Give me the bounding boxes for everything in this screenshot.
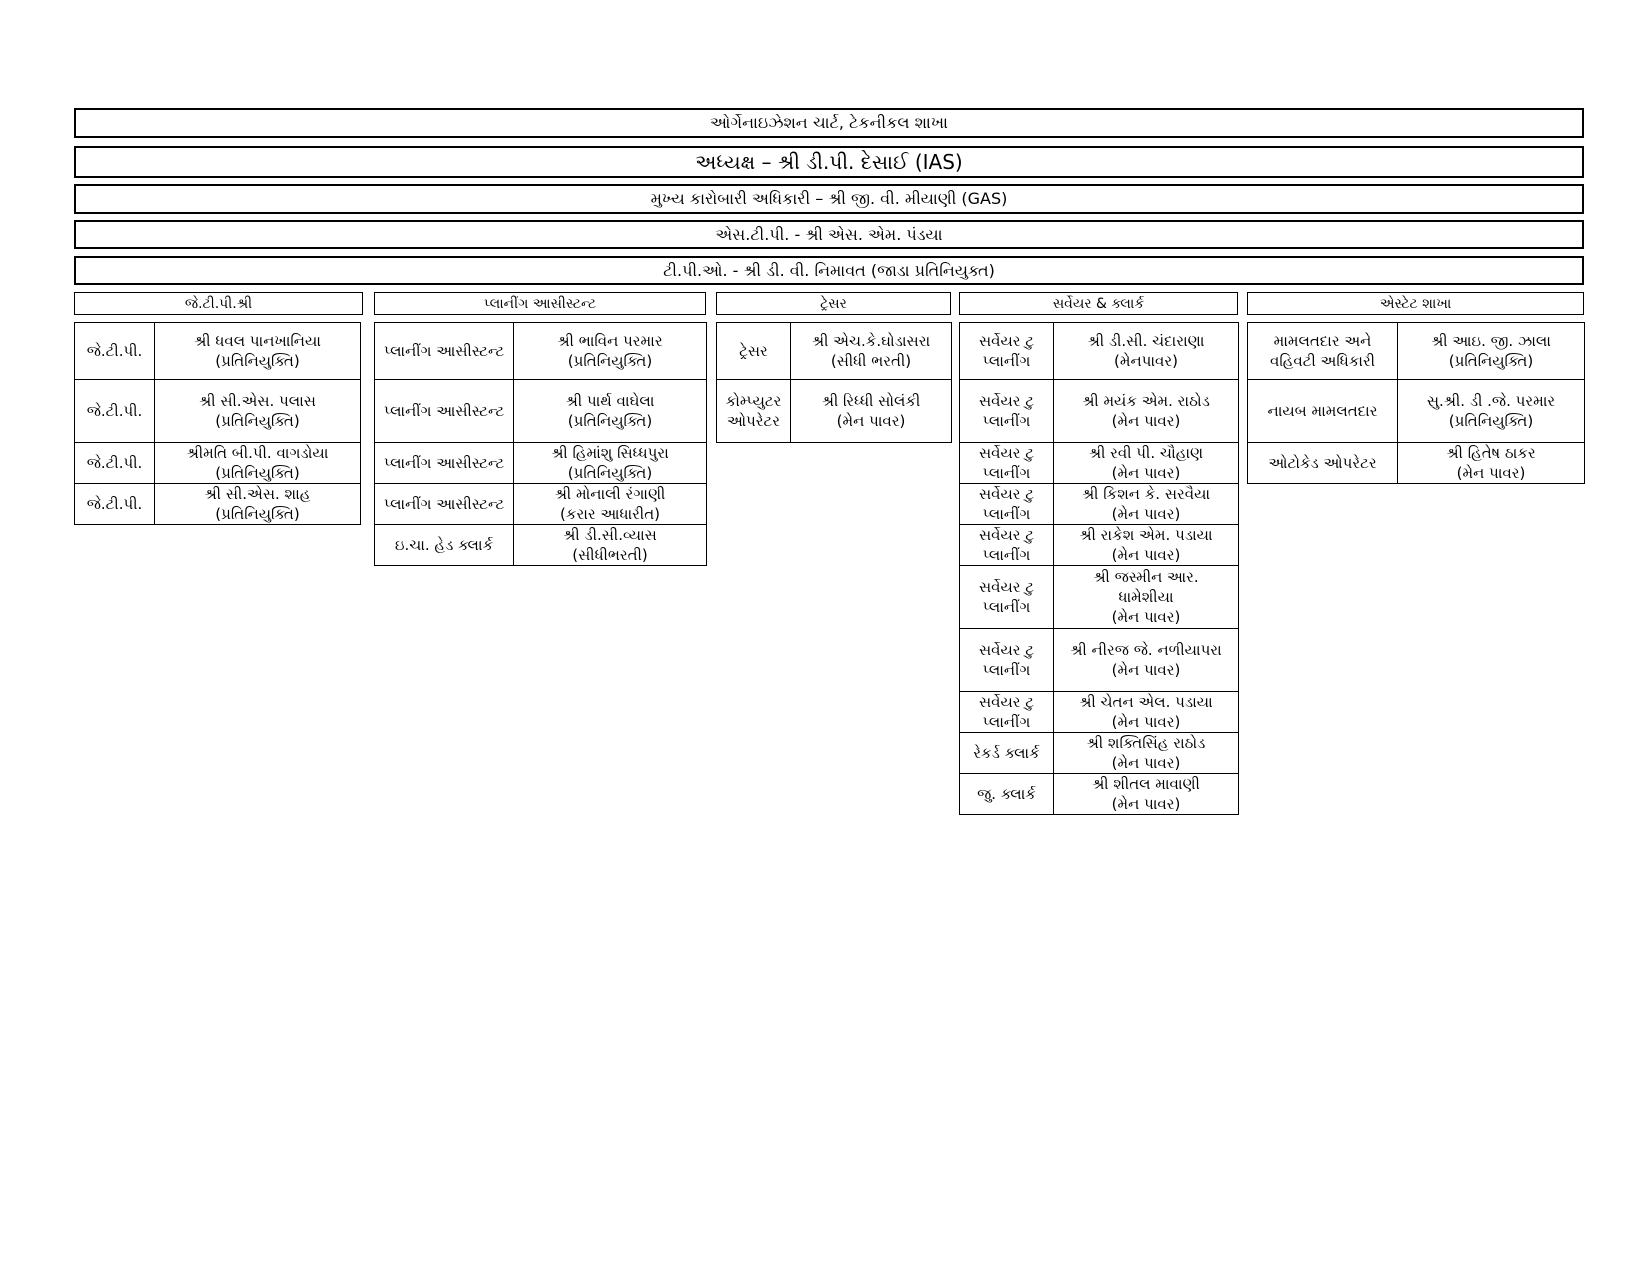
section-title-planning-assistant: પ્લાનીંગ આસીસ્ટન્ટ	[374, 292, 706, 315]
chairman-header: અધ્યક્ષ – શ્રી ડી.પી. દેસાઈ (IAS)	[74, 146, 1584, 178]
table-row	[75, 484, 361, 525]
stp-header: એસ.ટી.પી. - શ્રી એસ. એમ. પંડયા	[74, 220, 1584, 249]
org-chart-title: ઓર્ગેનાઇઝેશન ચાર્ટ, ટેકનીકલ શાખા	[74, 108, 1584, 138]
person-cell	[514, 443, 707, 484]
person-line: (પ્રતિનિયુક્તિ)	[567, 412, 653, 430]
role-line: સર્વેયર ટુ	[978, 578, 1035, 596]
person-line: શ્રી રવી પી. ચૌહાણ	[1088, 444, 1204, 462]
person-line: શ્રી સી.એસ. શાહ	[204, 485, 311, 503]
role-line: સર્વેયર ટુ	[978, 526, 1035, 544]
person-cell	[1054, 443, 1239, 484]
table-row	[960, 629, 1239, 692]
role-line: સર્વેયર ટુ	[978, 392, 1035, 410]
person-line: (મેન પાવર)	[1111, 754, 1181, 772]
person-line: શ્રી સી.એસ. પલાસ	[199, 392, 316, 410]
person-cell	[514, 525, 707, 566]
role-line: જે.ટી.પી.	[86, 454, 143, 472]
table-row	[375, 323, 707, 380]
role-cell	[960, 733, 1054, 774]
person-cell	[1054, 484, 1239, 525]
role-line: જે.ટી.પી.	[86, 342, 143, 360]
person-line: શ્રી કિશન કે. સરવૈયા	[1081, 485, 1211, 503]
person-cell	[1398, 380, 1585, 443]
person-line: શ્રી ડી.સી.વ્યાસ	[563, 526, 657, 544]
role-line: સર્વેયર ટુ	[978, 693, 1035, 711]
staff-table-planning-assistant	[374, 322, 707, 566]
role-line: પ્લાનીંગ આસીસ્ટન્ટ	[383, 342, 505, 360]
role-line: સર્વેયર ટુ	[978, 332, 1035, 350]
role-cell	[960, 566, 1054, 629]
table-row	[960, 525, 1239, 566]
table-row	[717, 380, 952, 443]
role-cell	[960, 629, 1054, 692]
table-row	[375, 443, 707, 484]
person-line: (મેનપાવર)	[1114, 352, 1178, 370]
person-line: (મેન પાવર)	[836, 412, 906, 430]
role-cell	[1248, 380, 1398, 443]
role-line: પ્લાનીંગ	[982, 713, 1031, 731]
person-cell	[514, 380, 707, 443]
role-line: સર્વેયર ટુ	[978, 444, 1035, 462]
person-line: (પ્રતિનિયુક્તિ)	[1448, 412, 1534, 430]
person-cell	[155, 484, 361, 525]
person-line: (પ્રતિનિયુક્તિ)	[567, 352, 653, 370]
role-line: પ્લાનીંગ	[982, 464, 1031, 482]
role-line: નાયબ મામલતદાર	[1267, 402, 1378, 420]
person-line: (મેન પાવર)	[1111, 795, 1181, 813]
person-line: શ્રી ધવલ પાનખાનિયા	[194, 332, 321, 350]
person-line: (મેન પાવર)	[1456, 464, 1526, 482]
role-cell	[1248, 323, 1398, 380]
person-cell	[1054, 629, 1239, 692]
staff-table-estate	[1247, 322, 1585, 484]
person-cell	[1054, 774, 1239, 815]
table-row	[960, 692, 1239, 733]
role-line: કોમ્પ્યુટર	[725, 392, 782, 410]
role-cell	[717, 380, 791, 443]
person-line: શ્રી શીતલ માવાણી	[1092, 775, 1200, 793]
role-line: ઓપરેટર	[726, 412, 781, 430]
role-cell	[375, 380, 514, 443]
role-line: પ્લાનીંગ	[982, 412, 1031, 430]
table-row	[960, 484, 1239, 525]
person-line: (મેન પાવર)	[1111, 464, 1181, 482]
table-row	[75, 443, 361, 484]
role-line: મામલતદાર અને	[1273, 332, 1372, 350]
person-cell	[1054, 733, 1239, 774]
role-line: ઇ.ચા. હેડ ક્લાર્ક	[394, 536, 494, 554]
role-cell	[717, 323, 791, 380]
person-line: (પ્રતિનિયુક્તિ)	[215, 352, 300, 370]
person-line: શ્રી ડી.સી. ચંદારાણા	[1087, 332, 1205, 350]
table-row	[375, 484, 707, 525]
table-row	[960, 733, 1239, 774]
role-line: જે.ટી.પી.	[86, 402, 143, 420]
person-line: શ્રી હિમાંશુ સિધ્ધપુરા	[551, 444, 669, 462]
person-line: શ્રી મયંક એમ. રાઠોડ	[1082, 392, 1210, 410]
table-row	[960, 443, 1239, 484]
person-line: શ્રી મોનાલી રંગાણી	[554, 485, 666, 503]
role-line: પ્લાનીંગ આસીસ્ટન્ટ	[383, 495, 505, 513]
ceo-header: મુખ્ય કારોબારી અધિકારી – શ્રી જી. વી. મીયાણી (GAS)	[74, 184, 1584, 214]
role-cell	[375, 323, 514, 380]
person-line: શ્રી શક્તિસિંહ રાઠોડ	[1086, 734, 1206, 752]
role-line: ઓટોકેડ ઓપરેટર	[1268, 454, 1377, 472]
person-cell	[1398, 323, 1585, 380]
role-line: પ્લાનીંગ આસીસ્ટન્ટ	[383, 454, 505, 472]
role-line: પ્લાનીંગ આસીસ્ટન્ટ	[383, 402, 505, 420]
person-line: શ્રી પાર્થ વાઘેલા	[565, 392, 655, 410]
person-line: શ્રી એચ.કે.ઘોડાસરા	[811, 332, 931, 350]
table-row	[960, 380, 1239, 443]
role-cell	[960, 323, 1054, 380]
role-cell	[75, 323, 155, 380]
person-cell	[1054, 525, 1239, 566]
person-line: ધામેશીયા	[1118, 588, 1174, 606]
role-cell	[960, 380, 1054, 443]
table-row	[75, 323, 361, 380]
role-line: પ્લાનીંગ	[982, 661, 1031, 679]
person-line: (સીધી ભરતી)	[830, 352, 912, 370]
section-title-tracer: ટ્રેસર	[716, 292, 951, 315]
person-line: (મેન પાવર)	[1111, 608, 1181, 626]
table-row	[1248, 443, 1585, 484]
person-line: (મેન પાવર)	[1111, 713, 1181, 731]
person-cell	[1054, 380, 1239, 443]
person-line: શ્રી રાકેશ એમ. પડાયા	[1079, 526, 1213, 544]
table-row	[960, 323, 1239, 380]
person-line: (પ્રતિનિયુક્તિ)	[567, 464, 653, 482]
role-cell	[960, 443, 1054, 484]
person-line: શ્રીમતિ બી.પી. વાગડોયા	[186, 444, 329, 462]
role-cell	[75, 443, 155, 484]
table-row	[960, 566, 1239, 629]
table-row	[75, 380, 361, 443]
section-title-jtp: જે.ટી.પી.શ્રી	[74, 292, 363, 315]
person-line: (પ્રતિનિયુક્તિ)	[215, 464, 300, 482]
role-line: સર્વેયર ટુ	[978, 485, 1035, 503]
person-line: શ્રી ચેતન એલ. પડાયા	[1079, 693, 1213, 711]
table-row	[1248, 380, 1585, 443]
role-line: પ્લાનીંગ	[982, 352, 1031, 370]
role-cell	[960, 484, 1054, 525]
person-line: (પ્રતિનિયુક્તિ)	[215, 505, 300, 523]
role-line: પ્લાનીંગ	[982, 598, 1031, 616]
person-line: (સીધીભરતી)	[572, 546, 648, 564]
table-row	[375, 525, 707, 566]
person-cell	[155, 443, 361, 484]
section-title-estate: એસ્ટેટ શાખા	[1247, 292, 1584, 315]
person-cell	[1398, 443, 1585, 484]
person-line: શ્રી રિધ્ધી સોલંકી	[821, 392, 921, 410]
person-cell	[155, 323, 361, 380]
person-line: (પ્રતિનિયુક્તિ)	[215, 412, 300, 430]
table-row	[717, 323, 952, 380]
role-cell	[75, 484, 155, 525]
person-line: (મેન પાવર)	[1111, 661, 1181, 679]
role-line: ટ્રેસર	[739, 342, 768, 360]
person-cell	[514, 323, 707, 380]
person-cell	[1054, 323, 1239, 380]
person-line: સુ.શ્રી. ડી .જે. પરમાર	[1426, 392, 1556, 410]
staff-table-surveyor-clerk	[959, 322, 1239, 815]
section-title-surveyor-clerk: સર્વેયર & ક્લાર્ક	[959, 292, 1238, 315]
role-cell	[960, 525, 1054, 566]
role-cell	[375, 525, 514, 566]
person-line: શ્રી નીરજ જે. નળીયાપરા	[1070, 641, 1222, 659]
person-line: (મેન પાવર)	[1111, 505, 1181, 523]
person-line: (કરાર આધારીત)	[560, 505, 660, 523]
role-cell	[960, 774, 1054, 815]
role-cell	[375, 484, 514, 525]
person-line: (મેન પાવર)	[1111, 412, 1181, 430]
person-line: શ્રી ભાવિન પરમાર	[557, 332, 663, 350]
role-line: સર્વેયર ટુ	[978, 641, 1035, 659]
role-cell	[1248, 443, 1398, 484]
table-row	[960, 774, 1239, 815]
staff-table-tracer	[716, 322, 952, 443]
person-cell	[514, 484, 707, 525]
role-line: પ્લાનીંગ	[982, 505, 1031, 523]
staff-table-jtp	[74, 322, 361, 525]
role-cell	[960, 692, 1054, 733]
table-row	[1248, 323, 1585, 380]
person-line: શ્રી જસ્મીન આર.	[1093, 568, 1199, 586]
role-line: રેકર્ડ ક્લાર્ક	[973, 744, 1040, 762]
person-cell	[791, 323, 952, 380]
table-row	[375, 380, 707, 443]
person-cell	[155, 380, 361, 443]
person-line: (મેન પાવર)	[1111, 546, 1181, 564]
person-cell	[1054, 692, 1239, 733]
tpo-header: ટી.પી.ઓ. - શ્રી ડી. વી. નિમાવત (જાડા પ્રતિનિયુક્ત)	[74, 256, 1584, 285]
person-cell	[1054, 566, 1239, 629]
person-cell	[791, 380, 952, 443]
role-line: જુ. ક્લાર્ક	[977, 785, 1036, 803]
role-line: જે.ટી.પી.	[86, 495, 143, 513]
role-line: પ્લાનીંગ	[982, 546, 1031, 564]
role-line: વહિવટી અધિકારી	[1269, 352, 1376, 370]
role-cell	[75, 380, 155, 443]
role-cell	[375, 443, 514, 484]
person-line: શ્રી આઇ. જી. ઝાલા	[1431, 332, 1551, 350]
person-line: (પ્રતિનિયુક્તિ)	[1448, 352, 1534, 370]
person-line: શ્રી હિતેષ ઠાકર	[1446, 444, 1536, 462]
